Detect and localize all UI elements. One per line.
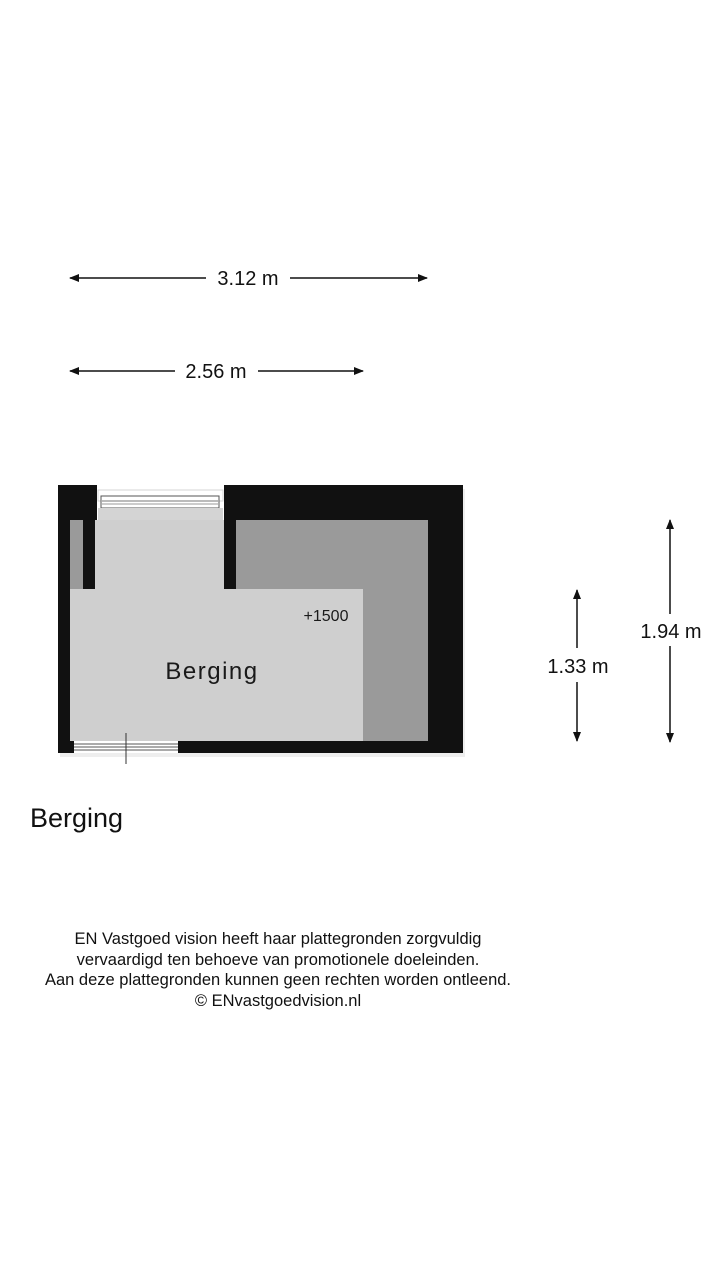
dimension-height-inner-label: 1.33 m (547, 656, 609, 678)
window-top (97, 485, 224, 520)
dimension-height-inner (547, 590, 608, 741)
floor-level-label: +1500 (303, 608, 349, 625)
wall-stub-left (83, 518, 95, 589)
dimension-width-inner-label: 2.56 m (185, 361, 247, 383)
wall-stub-right (224, 518, 236, 589)
disclaimer-line-3: Aan deze plattegronden kunnen geen rechten worden ontleend. (44, 971, 512, 989)
dimension-height-outer (640, 520, 701, 742)
dimension-height-outer-label: 1.94 m (640, 621, 702, 643)
dimension-width-outer-label: 3.12 m (217, 268, 279, 290)
disclaimer-line-1: EN Vastgoed vision heeft haar plattegronden zorgvuldig (74, 930, 482, 948)
dimension-width-inner (70, 361, 363, 383)
disclaimer-line-4: © ENvastgoedvision.nl (194, 991, 362, 1010)
room-label: Berging (165, 658, 259, 685)
disclaimer-line-2: vervaardigd ten behoeve van promotionele doeleinden. (76, 950, 480, 969)
disclaimer (0, 929, 556, 1011)
floor-title: Berging (30, 803, 124, 833)
dimension-width-outer (70, 268, 427, 290)
floor-plan (58, 485, 465, 764)
